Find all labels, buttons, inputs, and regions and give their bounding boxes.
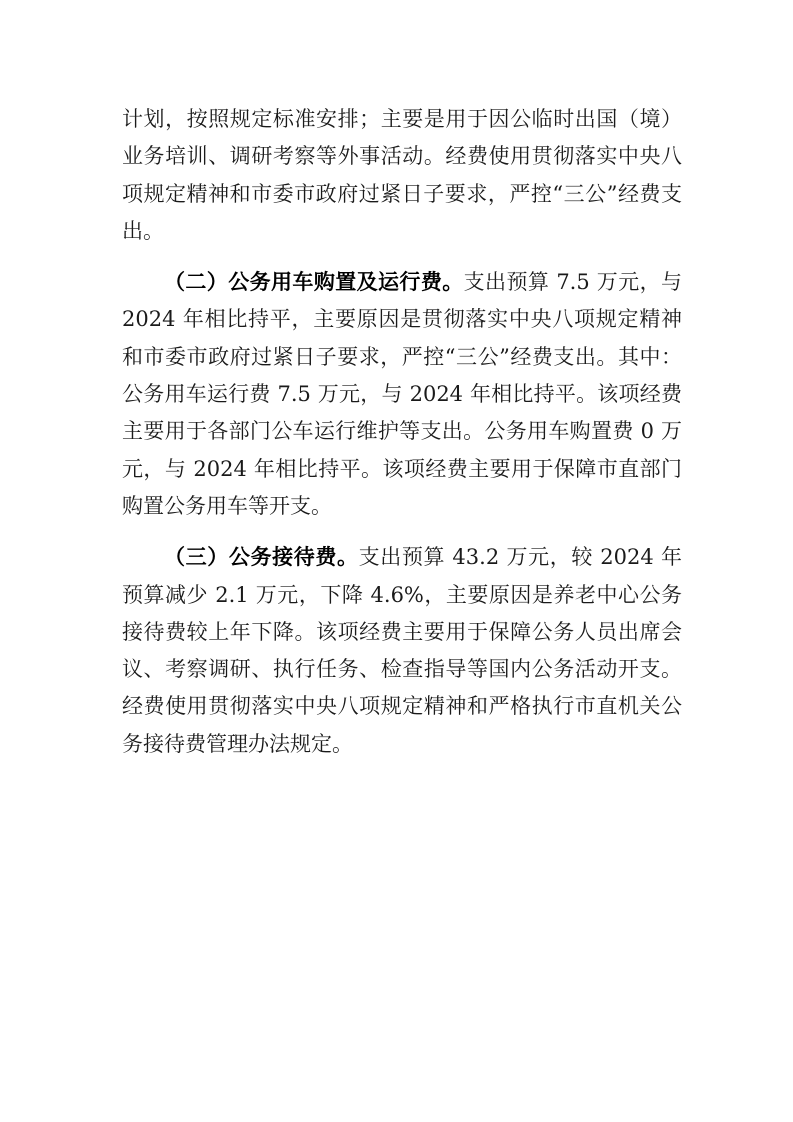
paragraph-text: 支出预算 7.5 万元，与 2024 年相比持平，主要原因是贯彻落实中央八项规定精神和市委市政府过紧日子要求，严控“三公”经费支出。其中：公务用车运行费 7.5 万元，与 2024 年相比持平。该项经费主要用于各部门公车运行维护等支出。公务用车购置费 0 万元，与 2024 年相比持平。该项经费主要用于保障市直部门购置公务用车等开支。 — [122, 270, 683, 518]
paragraph-vehicle-expenses — [122, 263, 682, 525]
document-body — [122, 101, 682, 776]
paragraph-reception-expenses — [122, 538, 682, 763]
paragraph-text: 计划，按照规定标准安排；主要是用于因公临时出国（境）业务培训、调研考察等外事活动。经费使用贯彻落实中央八项规定精神和市委市政府过紧日子要求，严控“三公”经费支出。 — [122, 107, 682, 243]
section-heading-vehicle: （二）公务用车购置及运行费。 — [164, 269, 464, 295]
section-heading-reception: （三）公务接待费。 — [164, 544, 359, 570]
paragraph-text: 支出预算 43.2 万元，较 2024 年预算减少 2.1 万元，下降 4.6%，主要原因是养老中心公务接待费较上年下降。该项经费主要用于保障公务人员出席会议、考察调研、执行任务、检查指导等国内公务活动开支。经费使用贯彻落实中央八项规定精神和严格执行市直机关公务接待费管理办法规定。 — [122, 545, 683, 756]
paragraph-continuation — [122, 101, 682, 250]
